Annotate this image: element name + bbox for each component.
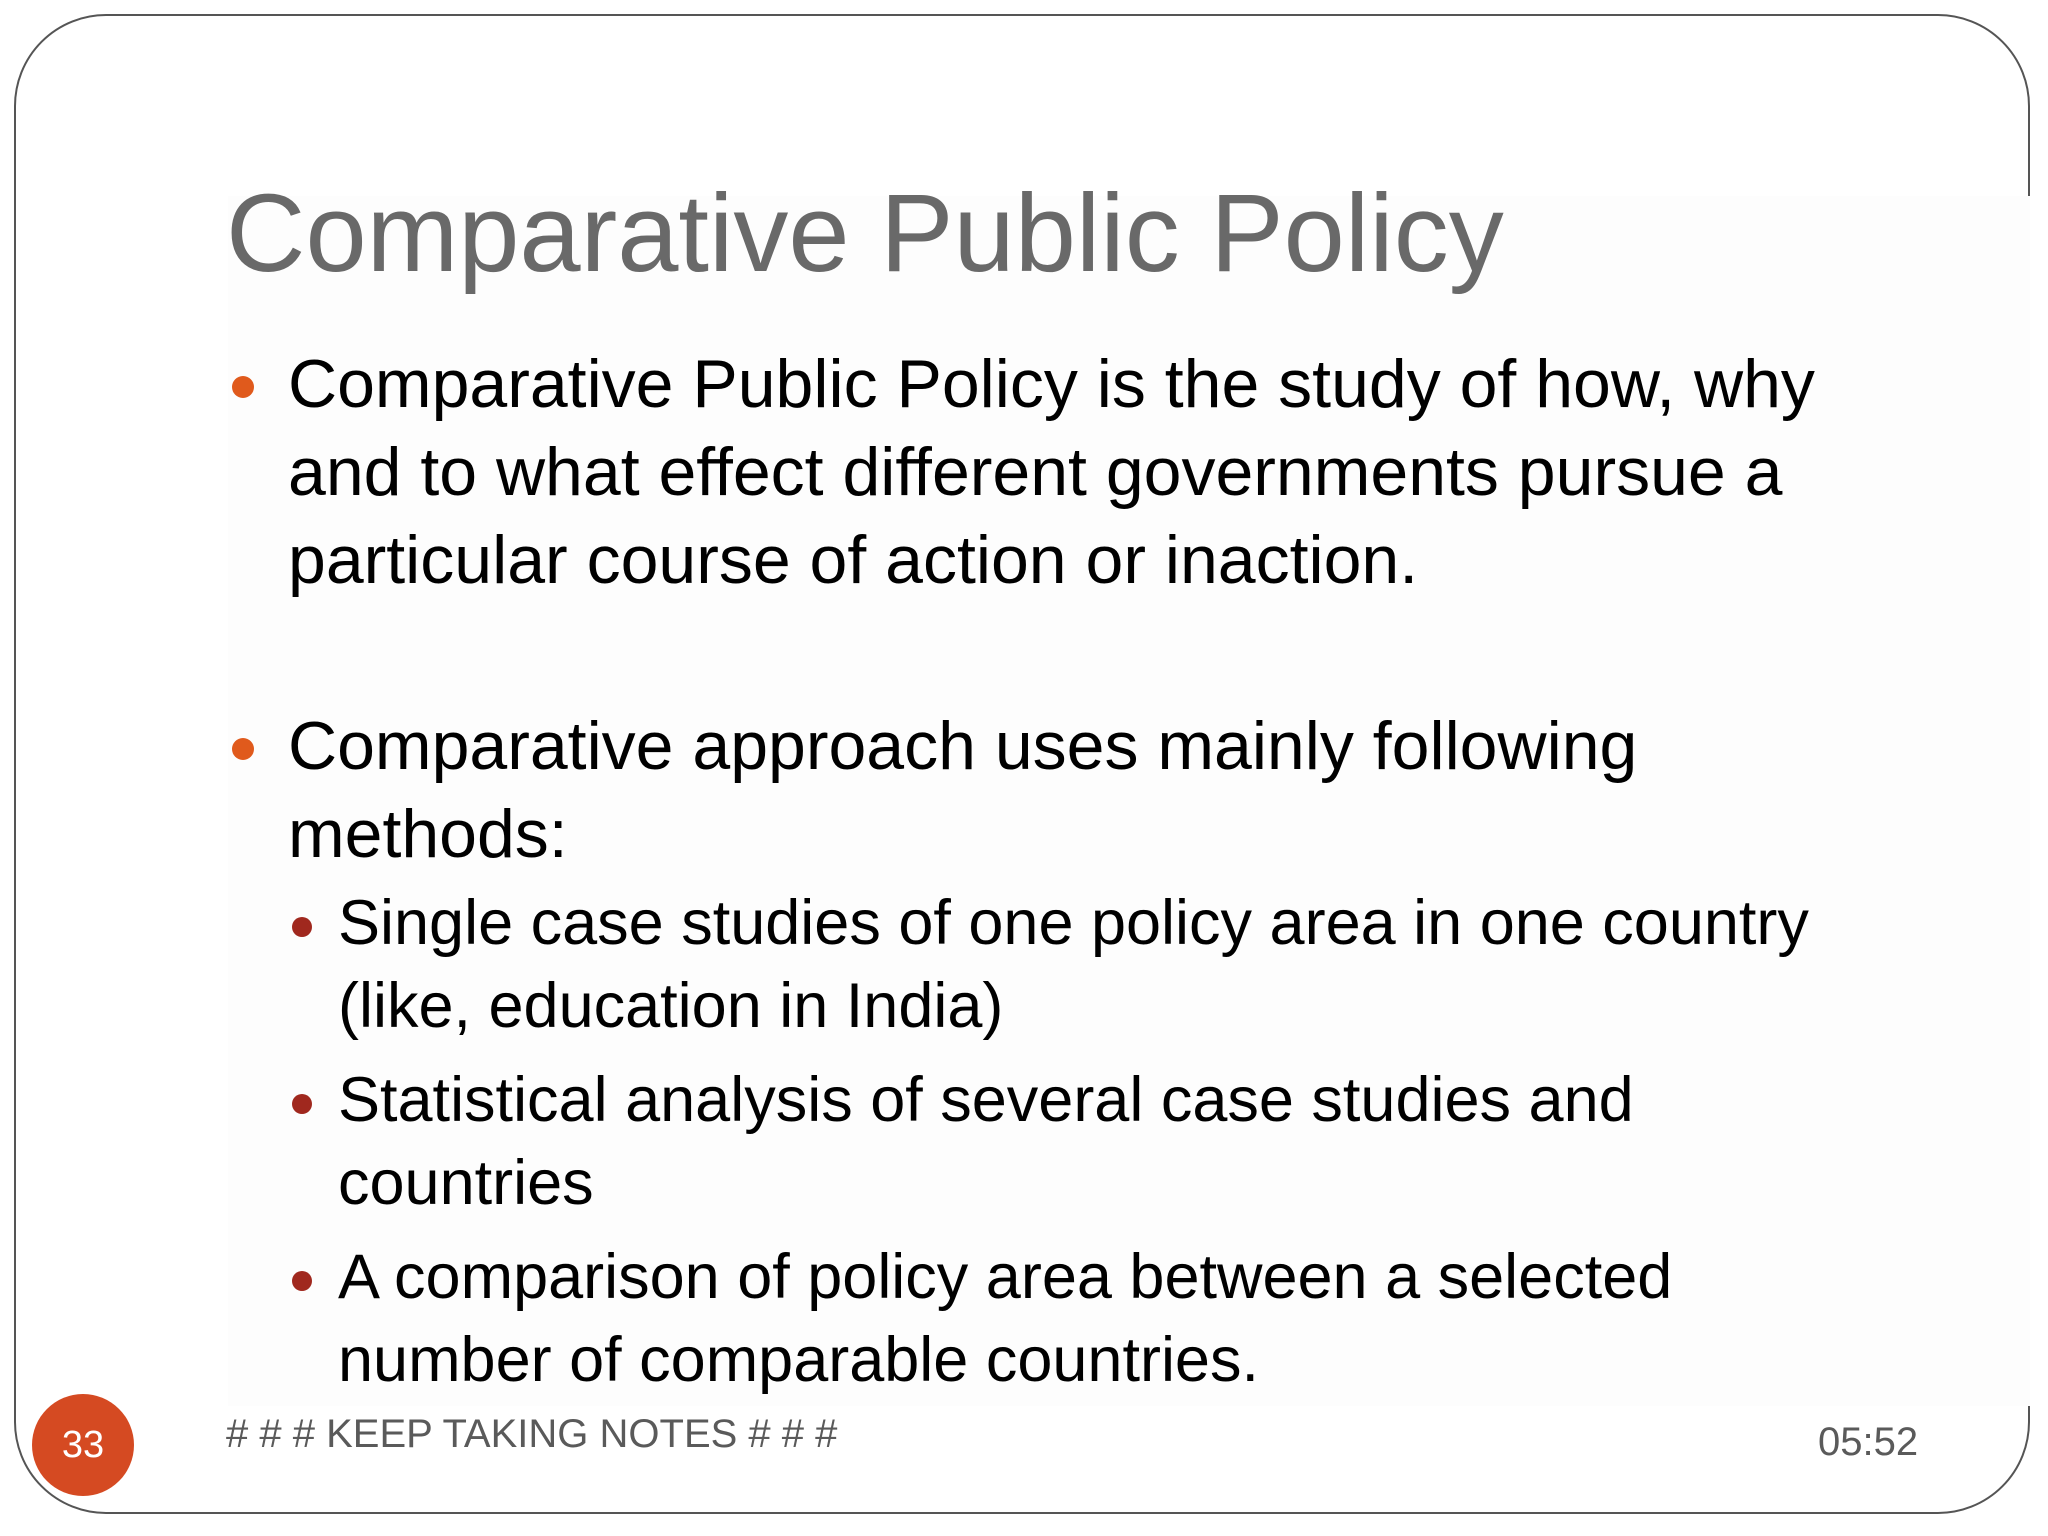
footer-time: 05:52 [1818,1420,1919,1464]
bullet-item-methods [226,702,1866,1402]
sub-bullet-item [288,1059,1866,1225]
slide-title: Comparative Public Policy [226,172,1504,295]
sub-bullet-dot-icon [292,1094,312,1114]
bullet-text: Comparative approach uses mainly following methods: [288,708,1638,872]
sub-bullet-text: Single case studies of one policy area in one country (like, education in India) [338,888,1809,1041]
sub-bullet-item [288,1236,1866,1402]
sub-bullet-dot-icon [292,1271,312,1291]
sub-bullet-text: A comparison of policy area between a selected number of comparable countries. [338,1242,1673,1395]
bullet-dot-icon [232,738,254,760]
bullet-item-definition [226,340,1866,604]
footer-note: # # # KEEP TAKING NOTES # # # [226,1412,838,1456]
sub-bullet-item [288,882,1866,1048]
slide-number-badge: 33 [32,1394,134,1496]
bullet-dot-icon [232,376,254,398]
sub-bullet-text: Statistical analysis of several case studies and countries [338,1065,1634,1218]
bullet-list [226,340,1866,1413]
sub-bullet-dot-icon [292,917,312,937]
bullet-text: Comparative Public Policy is the study of how, why and to what effect different governments pursue a particular course of action or inaction. [288,346,1815,598]
sub-bullet-list [288,882,1866,1402]
